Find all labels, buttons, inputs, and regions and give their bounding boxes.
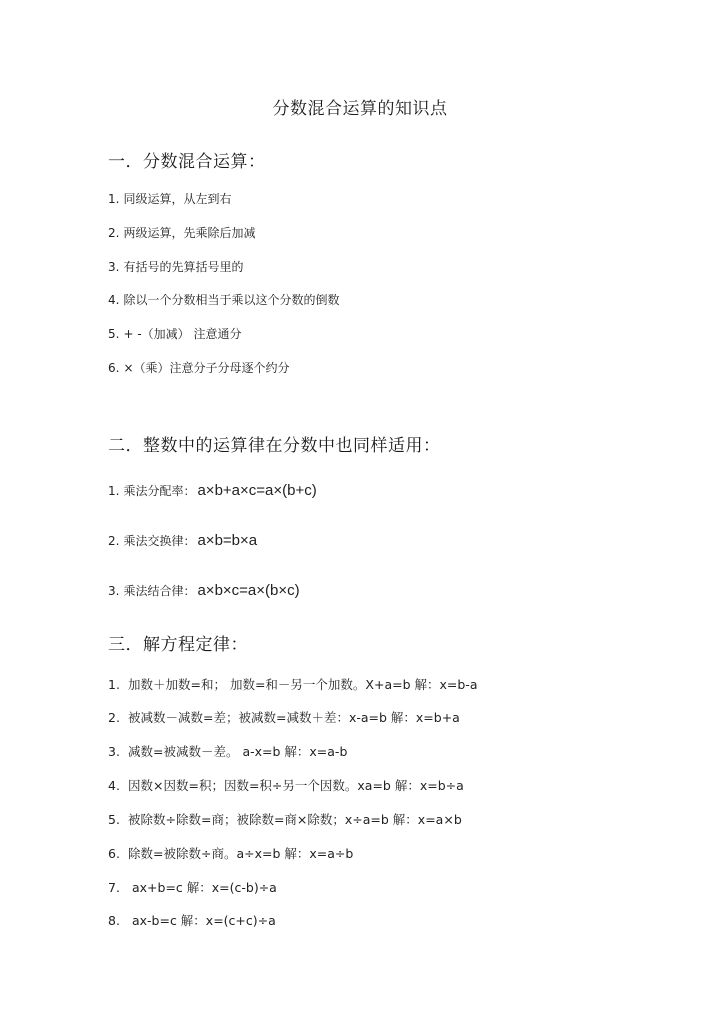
list-item-text: 加数＋加数=和； 加数=和－另一个加数。X+a=b 解：x=b-a xyxy=(128,677,478,692)
list-item xyxy=(108,582,300,599)
list-item-number: 1. xyxy=(108,192,120,206)
list-item-text: 除以一个分数相当于乘以这个分数的倒数 xyxy=(123,293,340,307)
list-item-text: 被除数÷除数=商；被除数=商×除数；x÷a=b 解：x=a×b xyxy=(128,812,462,827)
list-item-number: 6. xyxy=(108,846,120,861)
list-item xyxy=(108,291,339,308)
list-item-text: + -（加减） 注意通分 xyxy=(123,327,242,341)
list-item-number: 4. xyxy=(108,293,120,307)
list-item-number: 1. xyxy=(108,484,120,498)
list-item-number: 7. xyxy=(108,880,120,895)
list-item xyxy=(108,776,464,794)
list-item-number: 2. xyxy=(108,226,120,240)
formula: a×b×c=a×(b×c) xyxy=(197,582,300,599)
list-item-number: 3. xyxy=(108,744,120,759)
list-item xyxy=(108,190,231,207)
list-item xyxy=(108,810,462,828)
list-item-number: 5. xyxy=(108,812,120,827)
list-item xyxy=(108,325,241,342)
list-item-number: 8. xyxy=(108,913,120,928)
list-item-text: ×（乘）注意分子分母逐个约分 xyxy=(123,361,290,375)
list-item-text: 减数=被减数－差。 a-x=b 解：x=a-b xyxy=(128,744,348,759)
list-item xyxy=(108,258,243,275)
list-item xyxy=(108,675,477,693)
list-item-number: 2. xyxy=(108,710,120,725)
section-2-heading: 二．整数中的运算律在分数中也同样适用： xyxy=(108,436,441,456)
list-item-text: ax+b=c 解：x=(c-b)÷a xyxy=(128,880,277,895)
list-item-text: ax-b=c 解：x=(c+c)÷a xyxy=(128,913,276,928)
list-item-text: 因数×因数=积；因数=积÷另一个因数。xa=b 解：x=b÷a xyxy=(128,778,464,793)
list-item xyxy=(108,878,277,896)
list-item xyxy=(108,708,460,726)
list-item xyxy=(108,911,276,929)
list-item-text: 乘法交换律： xyxy=(123,534,196,548)
list-item-text: 乘法结合律： xyxy=(123,584,196,598)
section-1-heading: 一．分数混合运算： xyxy=(108,152,266,172)
list-item xyxy=(108,224,255,241)
list-item-number: 6. xyxy=(108,361,120,375)
list-item xyxy=(108,482,317,499)
list-item xyxy=(108,532,257,549)
list-item-text: 乘法分配率： xyxy=(123,484,196,498)
list-item-number: 2. xyxy=(108,534,120,548)
list-item-number: 1. xyxy=(108,677,120,692)
list-item-text: 两级运算，先乘除后加减 xyxy=(123,226,256,240)
list-item-number: 4. xyxy=(108,778,120,793)
document-title: 分数混合运算的知识点 xyxy=(272,99,448,119)
formula: a×b=b×a xyxy=(197,532,258,549)
list-item-number: 3. xyxy=(108,584,120,598)
list-item xyxy=(108,742,347,760)
list-item-number: 3. xyxy=(108,260,120,274)
list-item xyxy=(108,844,353,862)
list-item-text: 除数=被除数÷商。a÷x=b 解：x=a÷b xyxy=(128,846,354,861)
formula: a×b+a×c=a×(b+c) xyxy=(197,482,317,499)
list-item-text: 有括号的先算括号里的 xyxy=(123,260,244,274)
list-item xyxy=(108,359,290,376)
section-3-heading: 三．解方程定律： xyxy=(108,635,248,655)
list-item-text: 同级运算，从左到右 xyxy=(123,192,232,206)
list-item-number: 5. xyxy=(108,327,120,341)
list-item-text: 被减数－减数=差；被减数=减数＋差：x-a=b 解：x=b+a xyxy=(128,710,460,725)
